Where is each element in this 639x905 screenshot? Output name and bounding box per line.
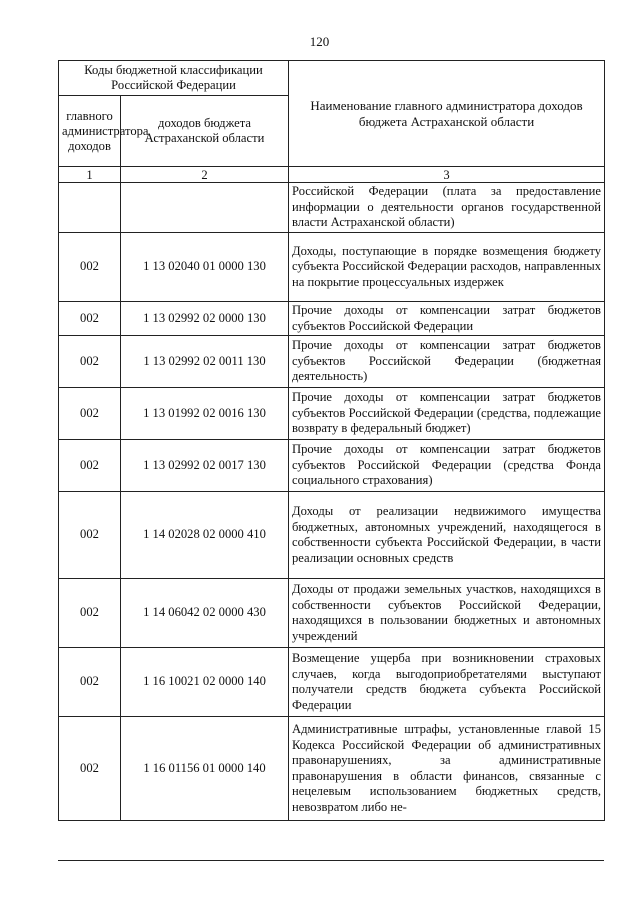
- admin-code: [59, 183, 121, 233]
- admin-code: 002: [59, 440, 121, 492]
- table-row: [59, 492, 605, 579]
- header-income-column: доходов бюджета Астраханской области: [121, 96, 289, 167]
- income-name: Российской Федерации (плата за предоставление информации о деятельности органов государственной власти Астраханской области): [289, 183, 605, 233]
- table-row: [59, 717, 605, 821]
- income-code: 1 16 01156 01 0000 140: [121, 717, 289, 821]
- income-code: 1 13 02040 01 0000 130: [121, 233, 289, 302]
- header-codes-group: Коды бюджетной классификации Российской Федерации: [59, 61, 289, 96]
- page-number: 120: [309, 34, 330, 49]
- admin-code: 002: [59, 336, 121, 388]
- table-row: [59, 648, 605, 717]
- column-number-3: 3: [289, 167, 605, 183]
- income-code: [121, 183, 289, 233]
- admin-code: 002: [59, 302, 121, 336]
- income-code: 1 13 02992 02 0017 130: [121, 440, 289, 492]
- admin-code: 002: [59, 717, 121, 821]
- income-code: 1 16 10021 02 0000 140: [121, 648, 289, 717]
- column-number-2: 2: [121, 167, 289, 183]
- admin-code: 002: [59, 233, 121, 302]
- income-name: Прочие доходы от компенсации затрат бюджетов субъектов Российской Федерации (бюджетная деятельность): [289, 336, 605, 388]
- admin-code: 002: [59, 388, 121, 440]
- table-row: [59, 233, 605, 302]
- admin-code: 002: [59, 648, 121, 717]
- income-name: Доходы от продажи земельных участков, находящихся в собственности субъектов Российской Федерации, находящихся в пользовании бюджетных и автономных учреждений: [289, 579, 605, 648]
- income-name: Возмещение ущерба при возникновении страховых случаев, когда выгодоприобретателями выступают получатели средств бюджета субъекта Российской Федерации: [289, 648, 605, 717]
- income-name: Прочие доходы от компенсации затрат бюджетов субъектов Российской Федерации (средства, подлежащие возврату в федеральный бюджет): [289, 388, 605, 440]
- table-row: [59, 388, 605, 440]
- header-name-column: Наименование главного администратора доходов бюджета Астраханской области: [289, 61, 605, 167]
- income-code: 1 13 02992 02 0011 130: [121, 336, 289, 388]
- income-code: 1 13 01992 02 0016 130: [121, 388, 289, 440]
- income-name: Доходы, поступающие в порядке возмещения бюджету субъекта Российской Федерации расходов, направленных на покрытие процессуальных издержек: [289, 233, 605, 302]
- column-number-1: 1: [59, 167, 121, 183]
- column-number-row: [59, 167, 605, 183]
- admin-code: 002: [59, 492, 121, 579]
- income-name: Доходы от реализации недвижимого имущества бюджетных, автономных учреждений, находящегося в собственности субъекта Российской Федерации, в части реализации основных средств: [289, 492, 605, 579]
- income-name: Административные штрафы, установленные главой 15 Кодекса Российской Федерации об административных правонарушениях, за административные правонарушения в области финансов, связанные с нецелевым использованием бюджетных средств, невозвратом либо не-: [289, 717, 605, 821]
- table-row: [59, 440, 605, 492]
- header-admin-column: главного администратора доходов: [59, 96, 121, 167]
- budget-classification-table: [58, 60, 605, 821]
- table-row: [59, 336, 605, 388]
- admin-code: 002: [59, 579, 121, 648]
- income-code: 1 14 06042 02 0000 430: [121, 579, 289, 648]
- income-name: Прочие доходы от компенсации затрат бюджетов субъектов Российской Федерации (средства Фонда социального страхования): [289, 440, 605, 492]
- table-row: [59, 302, 605, 336]
- page-bottom-rule: [58, 860, 604, 861]
- income-name: Прочие доходы от компенсации затрат бюджетов субъектов Российской Федерации: [289, 302, 605, 336]
- table-header-row: [59, 61, 605, 96]
- table-row: [59, 579, 605, 648]
- income-code: 1 13 02992 02 0000 130: [121, 302, 289, 336]
- table-row: [59, 183, 605, 233]
- income-code: 1 14 02028 02 0000 410: [121, 492, 289, 579]
